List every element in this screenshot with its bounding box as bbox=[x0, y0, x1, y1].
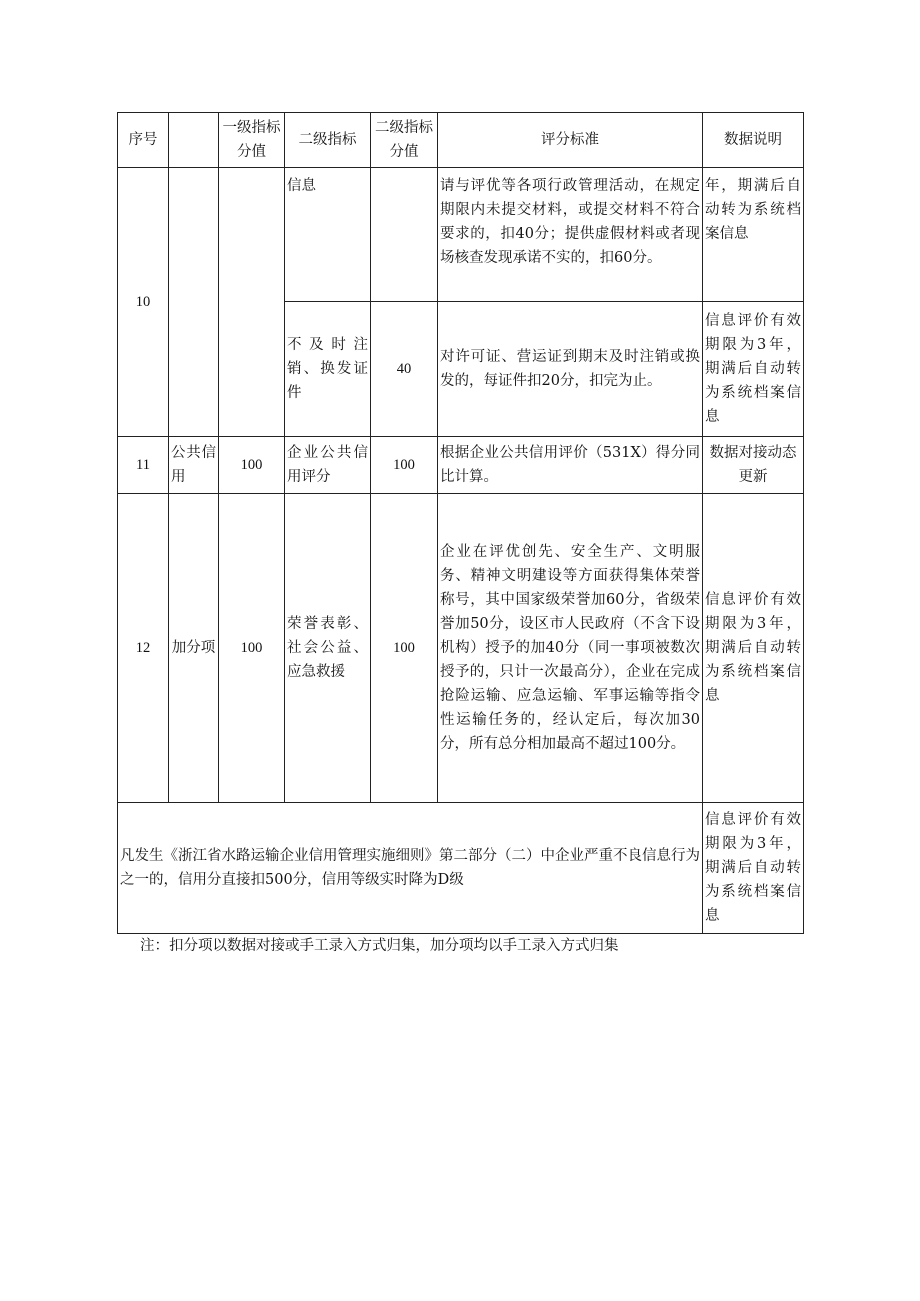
header-criteria: 评分标准 bbox=[438, 113, 703, 168]
header-category bbox=[169, 113, 219, 168]
level1-score-cell: 100 bbox=[219, 437, 285, 494]
level1-score-cell bbox=[219, 168, 285, 437]
level2-cell: 信息 bbox=[285, 168, 371, 302]
severe-violation-text: 凡发生《浙江省水路运输企业信用管理实施细则》第二部分（二）中企业严重不良信息行为之一的，信用分直接扣500分，信用等级实时降为D级 bbox=[118, 803, 703, 934]
level2-score-cell: 100 bbox=[371, 494, 438, 803]
criteria-cell: 对许可证、营运证到期末及时注销或换发的，每证件扣20分，扣完为止。 bbox=[438, 302, 703, 437]
data-note-cell: 数据对接动态更新 bbox=[703, 437, 804, 494]
table-row bbox=[118, 494, 804, 803]
category-cell: 加分项 bbox=[169, 494, 219, 803]
table-row bbox=[118, 437, 804, 494]
data-note-cell: 信息评价有效期限为3年，期满后自动转为系统档案信息 bbox=[703, 302, 804, 437]
header-level1-score: 一级指标分值 bbox=[219, 113, 285, 168]
header-data-note: 数据说明 bbox=[703, 113, 804, 168]
category-cell: 公共信用 bbox=[169, 437, 219, 494]
level2-score-cell bbox=[371, 168, 438, 302]
level2-score-cell: 40 bbox=[371, 302, 438, 437]
criteria-cell: 根据企业公共信用评价（531X）得分同比计算。 bbox=[438, 437, 703, 494]
level2-cell: 企业公共信用评分 bbox=[285, 437, 371, 494]
level1-score-cell: 100 bbox=[219, 494, 285, 803]
table-header-row bbox=[118, 113, 804, 168]
header-level2: 二级指标 bbox=[285, 113, 371, 168]
category-cell bbox=[169, 168, 219, 437]
level2-score-cell: 100 bbox=[371, 437, 438, 494]
seq-cell: 11 bbox=[118, 437, 169, 494]
seq-cell: 12 bbox=[118, 494, 169, 803]
criteria-cell: 请与评优等各项行政管理活动，在规定期限内未提交材料，或提交材料不符合要求的，扣40分；提供虚假材料或者现场核查发现承诺不实的，扣60分。 bbox=[438, 168, 703, 302]
data-note-cell: 信息评价有效期限为3年，期满后自动转为系统档案信息 bbox=[703, 494, 804, 803]
table-row bbox=[118, 168, 804, 302]
level2-cell: 不及时注销、换发证件 bbox=[285, 302, 371, 437]
header-level2-score: 二级指标分值 bbox=[371, 113, 438, 168]
footer-row bbox=[118, 803, 804, 934]
level2-cell: 荣誉表彰、社会公益、应急救援 bbox=[285, 494, 371, 803]
credit-scoring-table bbox=[117, 112, 804, 934]
data-note-cell: 信息评价有效期限为3年，期满后自动转为系统档案信息 bbox=[703, 803, 804, 934]
data-note-cell: 年，期满后自动转为系统档案信息 bbox=[703, 168, 804, 302]
header-seq: 序号 bbox=[118, 113, 169, 168]
criteria-cell: 企业在评优创先、安全生产、文明服务、精神文明建设等方面获得集体荣誉称号，其中国家级荣誉加60分，省级荣誉加50分，设区市人民政府（不含下设机构）授予的加40分（同一事项被数次授予的，只计一次最高分），企业在完成抢险运输、应急运输、军事运输等指令性运输任务的，经认定后，每次加30分，所有总分相加最高不超过100分。 bbox=[438, 494, 703, 803]
table-footnote: 注：扣分项以数据对接或手工录入方式归集，加分项均以手工录入方式归集 bbox=[140, 938, 619, 954]
seq-cell: 10 bbox=[118, 168, 169, 437]
